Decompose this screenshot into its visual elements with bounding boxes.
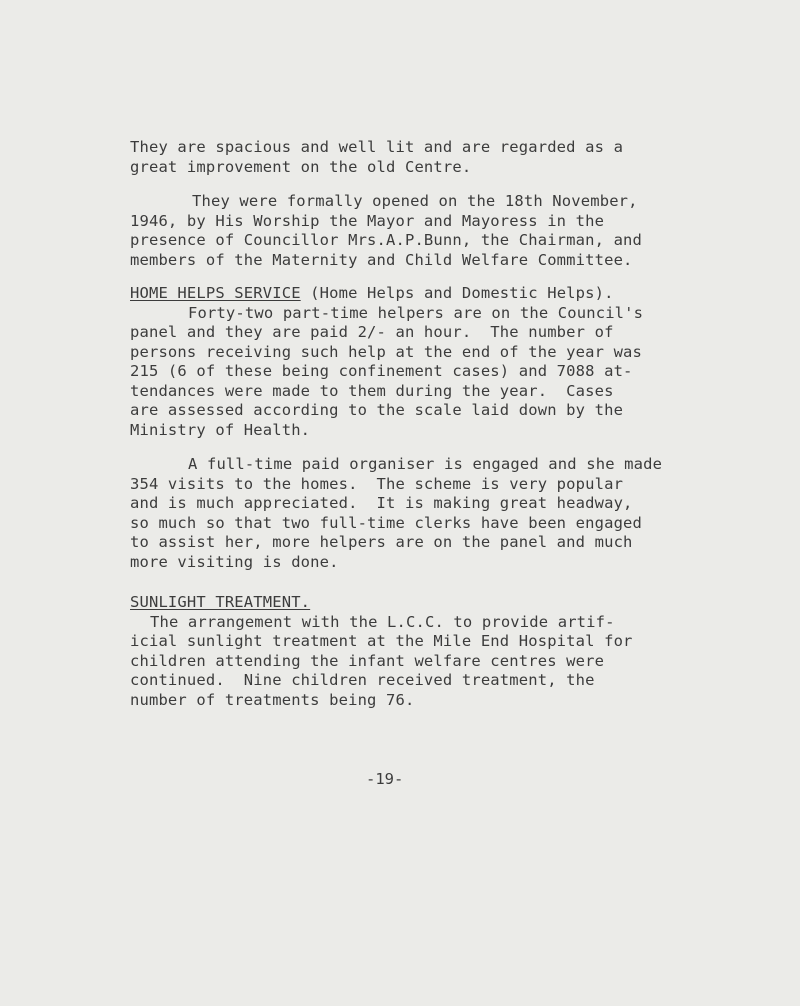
text-line: more visiting is done. bbox=[130, 552, 339, 571]
text-line: continued. Nine children received treatment, the bbox=[130, 671, 595, 689]
paragraph-opening bbox=[130, 192, 750, 270]
section-heading-suffix: (Home Helps and Domestic Helps). bbox=[300, 284, 614, 302]
text-line: 1946, by His Worship the Mayor and Mayoress in the bbox=[130, 211, 605, 230]
text-line: members of the Maternity and Child Welfare Committee. bbox=[130, 250, 633, 269]
section-heading-line bbox=[130, 284, 750, 304]
text-line: 215 (6 of these being confinement cases) and 7088 at- bbox=[130, 362, 633, 380]
section-heading: SUNLIGHT TREATMENT. bbox=[130, 593, 311, 611]
text-line: Forty-two part-time helpers are on the Council's bbox=[188, 303, 644, 322]
text-line: children attending the infant welfare centres were bbox=[130, 651, 605, 670]
text-line: tendances were made to them during the year. Cases bbox=[130, 381, 614, 400]
text-line: so much so that two full-time clerks have been engaged bbox=[130, 513, 643, 532]
text-line: persons receiving such help at the end of the year was bbox=[130, 342, 643, 361]
paragraph-centre-description bbox=[130, 138, 750, 177]
section-heading-line bbox=[130, 593, 750, 613]
text-line: They are spacious and well lit and are regarded as a bbox=[130, 138, 624, 156]
page-number: -19- bbox=[366, 770, 404, 788]
text-line: Ministry of Health. bbox=[130, 420, 311, 439]
paragraph-organiser bbox=[130, 455, 750, 572]
text-line: presence of Councillor Mrs.A.P.Bunn, the Chairman, and bbox=[130, 231, 643, 249]
text-line: to assist her, more helpers are on the panel and much bbox=[130, 533, 633, 551]
text-line: panel and they are paid 2/- an hour. The number of bbox=[130, 323, 614, 341]
text-line: number of treatments being 76. bbox=[130, 690, 415, 709]
text-line: are assessed according to the scale laid down by the bbox=[130, 401, 624, 419]
text-line: They were formally opened on the 18th November, bbox=[192, 192, 638, 210]
text-line: icial sunlight treatment at the Mile End Hospital for bbox=[130, 632, 633, 650]
section-heading: HOME HELPS SERVICE bbox=[130, 284, 301, 302]
section-home-helps bbox=[130, 284, 750, 440]
text-line: A full-time paid organiser is engaged and she made bbox=[188, 455, 663, 473]
text-line: The arrangement with the L.C.C. to provide artif- bbox=[150, 612, 615, 631]
text-line: great improvement on the old Centre. bbox=[130, 157, 472, 176]
text-line: and is much appreciated. It is making great headway, bbox=[130, 494, 633, 512]
section-sunlight-treatment bbox=[130, 593, 750, 710]
text-line: 354 visits to the homes. The scheme is very popular bbox=[130, 474, 624, 493]
